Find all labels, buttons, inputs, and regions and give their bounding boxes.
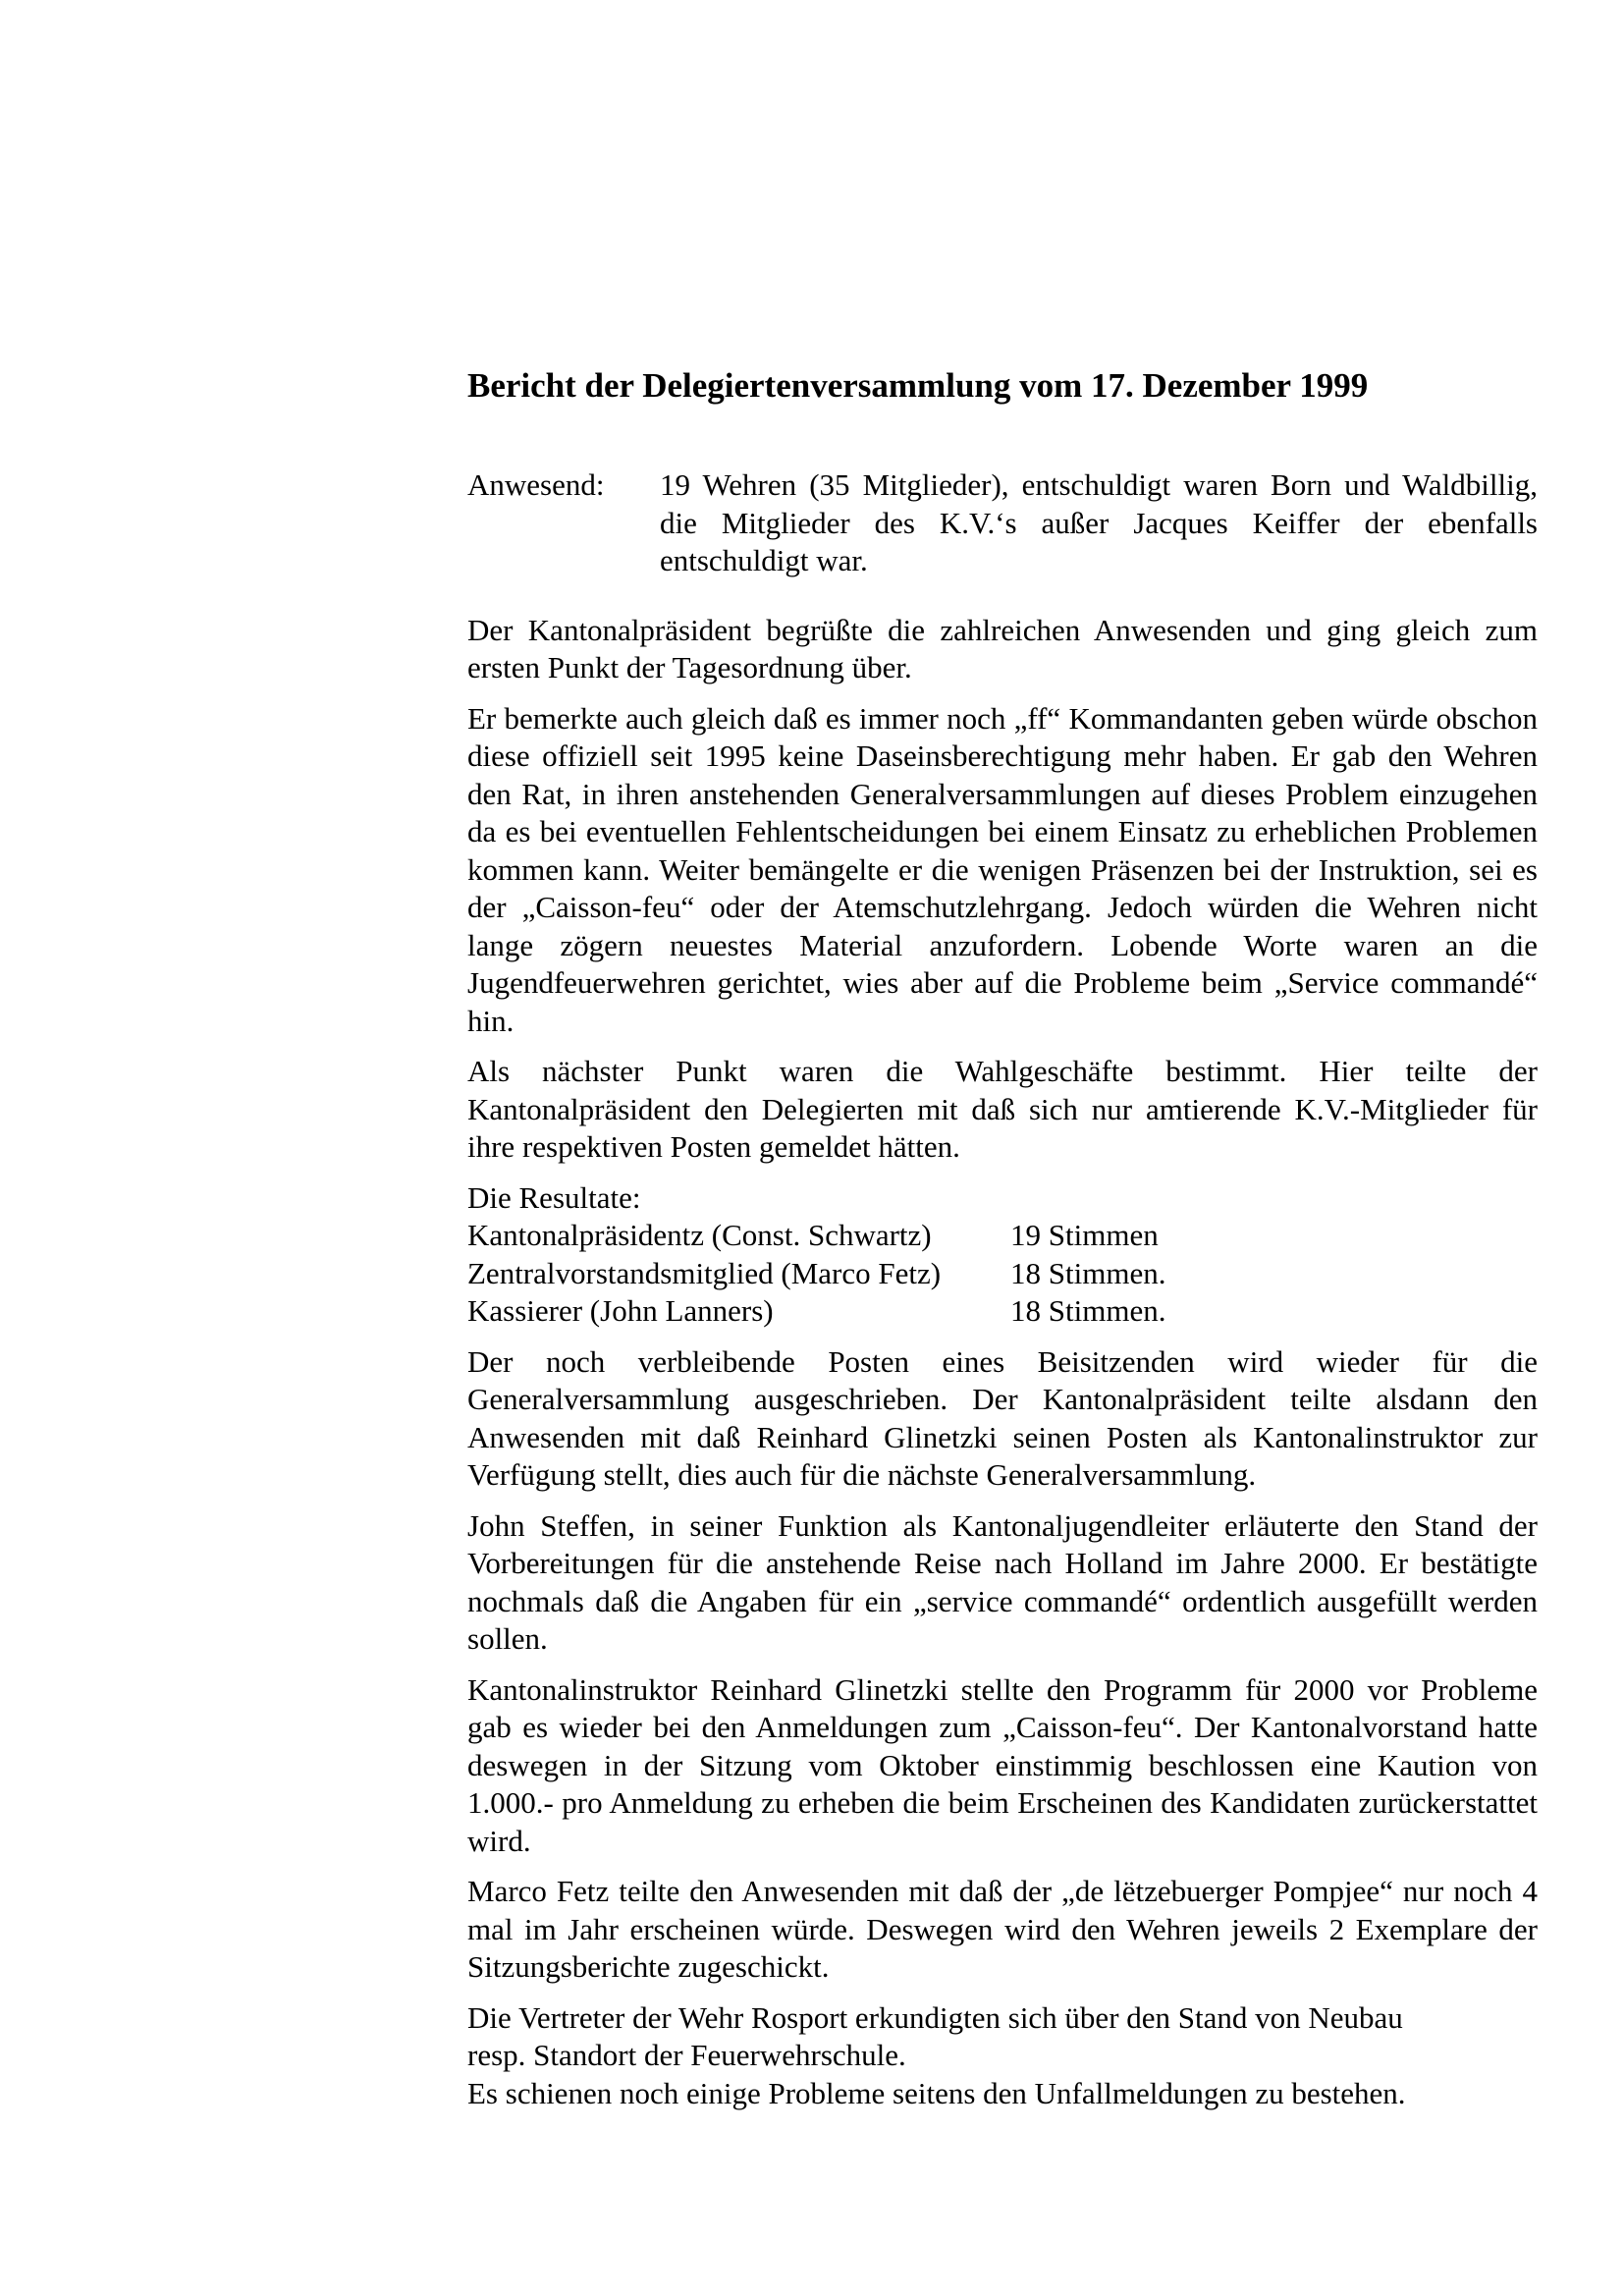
attendance-label: Anwesend: (467, 467, 605, 502)
result-name: Kassierer (John Lanners) (467, 1293, 774, 1328)
paragraph-magazine: Marco Fetz teilte den Anwesenden mit daß der „de lëtzebuerger Pompjee“ nur noch 4 mal im Jahr erscheinen würde. Deswegen wird den Wehren jeweils 2 Exemplare der Sitzungsberichte zugeschickt. (467, 1874, 1538, 1984)
result-row (467, 1217, 1538, 1255)
paragraph-instructor: Kantonalinstruktor Reinhard Glinetzki stellte den Programm für 2000 vor Probleme gab es wieder bei den Anmeldungen zum „Caisson-feu“. Der Kantonalvorstand hatte deswegen in der Sitzung vom Oktober einstimmig beschlossen eine Kaution von 1.000.- pro Anmeldung zu erheben die beim Erscheinen des Kandidaten zurückerstattet wird. (467, 1671, 1538, 1858)
paragraph-youth-leader: John Steffen, in seiner Funktion als Kantonaljugendleiter erläuterte den Stand der Vorbereitungen für die anstehende Reise nach Holland im Jahre 2000. Er bestätigte nochmals daß die Angaben für ein „service commandé“ ordentlich ausgefüllt werden sollen. (467, 1507, 1538, 1656)
paragraph-commanders: Er bemerkte auch gleich daß es immer noch „ff“ Kommandanten geben würde obschon diese offiziell seit 1995 keine Daseinsberechtigung mehr haben. Er gab den Wehren den Rat, in ihren anstehenden Generalversammlungen auf dieses Problem einzugehen da es bei eventuellen Fehlentscheidungen bei einem Einsatz zu erheblichen Problemen kommen kann. Weiter bemängelte er die wenigen Präsenzen bei der Instruktion, sei es der „Caisson-feu“ oder der Atemschutzlehrgang. Jedoch würden die Wehren nicht lange zögern neuestes Material anzufordern. Lobende Worte waren an die Jugendfeuerwehren gerichtet, wies aber auf die Probleme beim „Service commandé“ hin. (467, 700, 1538, 1038)
paragraph-vacant-post: Der noch verbleibende Posten eines Beisitzenden wird wieder für die Generalversammlung ausgeschrieben. Der Kantonalpräsident teilte alsdann den Anwesenden mit daß Reinhard Glinetzki seinen Posten als Kantonalinstruktor zur Verfügung stellt, dies auch für die nächste Generalversammlung. (467, 1343, 1538, 1492)
document-body (467, 466, 1538, 2112)
attendance-block (467, 466, 1538, 580)
result-row (467, 1292, 1538, 1331)
result-votes: 19 Stimmen (1010, 1218, 1159, 1252)
results-heading: Die Resultate: (467, 1179, 641, 1215)
closing-line: Es schienen noch einige Probleme seitens den Unfallmeldungen zu bestehen. (467, 2075, 1406, 2110)
paragraph-greeting: Der Kantonalpräsident begrüßte die zahlreichen Anwesenden und ging gleich zum ersten Punkt der Tagesordnung über. (467, 612, 1538, 684)
result-votes: 18 Stimmen. (1010, 1255, 1166, 1290)
document-title: Bericht der Delegiertenversammlung vom 17. Dezember 1999 (467, 366, 1369, 405)
paragraph-rosport (467, 1999, 1538, 2113)
rosport-line-2: resp. Standort der Feuerwehrschule. (467, 2038, 906, 2072)
result-name: Zentralvorstandsmitglied (Marco Fetz) (467, 1255, 942, 1290)
result-name: Kantonalpräsidentz (Const. Schwartz) (467, 1218, 932, 1252)
paragraph-elections: Als nächster Punkt waren die Wahlgeschäfte bestimmt. Hier teilte der Kantonalpräsident den Delegierten mit daß sich nur amtierende K.V.-Mitglieder für ihre respektiven Posten gemeldet hätten. (467, 1054, 1538, 1164)
rosport-line-1: Die Vertreter der Wehr Rosport erkundigten sich über den Stand von Neubau (467, 1999, 1403, 2035)
result-row (467, 1255, 1538, 1293)
attendance-text: 19 Wehren (35 Mitglieder), entschuldigt waren Born und Waldbillig, die Mitglieder des K.V.‘s außer Jacques Keiffer der ebenfalls entschuldigt war. (660, 467, 1538, 577)
election-results (467, 1179, 1538, 1331)
result-votes: 18 Stimmen. (1010, 1293, 1166, 1328)
